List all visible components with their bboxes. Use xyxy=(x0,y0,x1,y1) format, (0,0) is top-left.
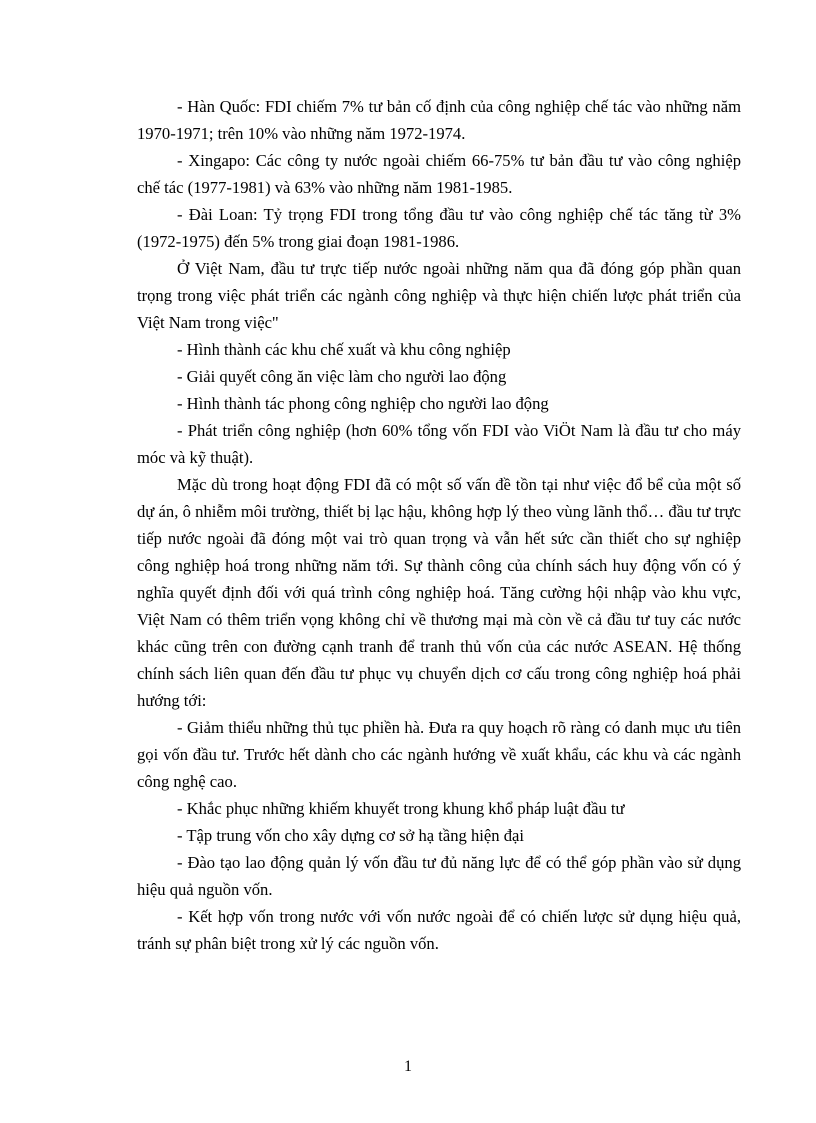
paragraph-fdi-issues: Mặc dù trong hoạt động FDI đã có một số vấn đề tồn tại như việc đổ bể của một số dự án, ô nhiễm môi trường, thiết bị lạc hậu, không hợp lý theo vùng lãnh thổ… đầu tư trực tiếp nước ngoài đã đóng một vai trò quan trọng và vẫn hết sức cần thiết cho sự nghiệp công nghiệp hoá trong những năm tới. Sự thành công của chính sách huy động vốn có ý nghĩa quyết định đối với quá trình công nghiệp hoá. Tăng cường hội nhập vào khu vực, Việt Nam có thêm triển vọng không chỉ về thương mại mà còn về cả đầu tư tuy các nước khác cũng trên con đường cạnh tranh để tranh thủ vốn của các nước ASEAN. Hệ thống chính sách liên quan đến đầu tư phục vụ chuyển dịch cơ cấu trong công nghiệp hoá phải hướng tới: xyxy=(137,475,741,710)
bullet-industrial-style: - Hình thành tác phong công nghiệp cho người lao động xyxy=(177,394,549,413)
paragraph-korea: - Hàn Quốc: FDI chiếm 7% tư bản cố định của công nghiệp chế tác vào những năm 1970-1971; trên 10% vào những năm 1972-1974. xyxy=(137,97,741,143)
bullet-training: - Đào tạo lao động quản lý vốn đầu tư đủ năng lực để có thể góp phần vào sử dụng hiệu quả nguồn vốn. xyxy=(137,853,741,899)
bullet-legal-framework: - Khắc phục những khiếm khuyết trong khung khổ pháp luật đầu tư xyxy=(177,799,625,818)
bullet-combine-capital: - Kết hợp vốn trong nước với vốn nước ngoài để có chiến lược sử dụng hiệu quả, tránh sự phân biệt trong xử lý các nguồn vốn. xyxy=(137,907,741,953)
bullet-reduce-procedures: - Giảm thiểu những thủ tục phiền hà. Đưa ra quy hoạch rõ ràng có danh mục ưu tiên gọi vốn đầu tư. Trước hết dành cho các ngành hướng về xuất khẩu, các khu và các ngành công nghệ cao. xyxy=(137,718,741,791)
paragraph-vietnam-intro: Ở Việt Nam, đầu tư trực tiếp nước ngoài những năm qua đã đóng góp phần quan trọng trong việc phát triển các ngành công nghiệp và thực hiện chiến lược phát triển của Việt Nam trong việc" xyxy=(137,259,741,332)
bullet-employment: - Giải quyết công ăn việc làm cho người lao động xyxy=(177,367,507,386)
bullet-export-zones: - Hình thành các khu chế xuất và khu công nghiệp xyxy=(177,340,511,359)
paragraph-taiwan: - Đài Loan: Tỷ trọng FDI trong tổng đầu tư vào công nghiệp chế tác tăng từ 3% (1972-1975) đến 5% trong giai đoạn 1981-1986. xyxy=(137,205,741,251)
page-number: 1 xyxy=(404,1058,412,1075)
bullet-infrastructure: - Tập trung vốn cho xây dựng cơ sở hạ tầng hiện đại xyxy=(177,826,524,845)
document-body xyxy=(137,93,741,957)
bullet-industry-development: - Phát triển công nghiệp (hơn 60% tổng vốn FDI vào ViÖt Nam là đầu tư cho máy móc và kỹ thuật). xyxy=(137,421,741,467)
paragraph-singapore: - Xingapo: Các công ty nước ngoài chiếm 66-75% tư bản đầu tư vào công nghiệp chế tác (1977-1981) và 63% vào những năm 1981-1985. xyxy=(137,151,741,197)
